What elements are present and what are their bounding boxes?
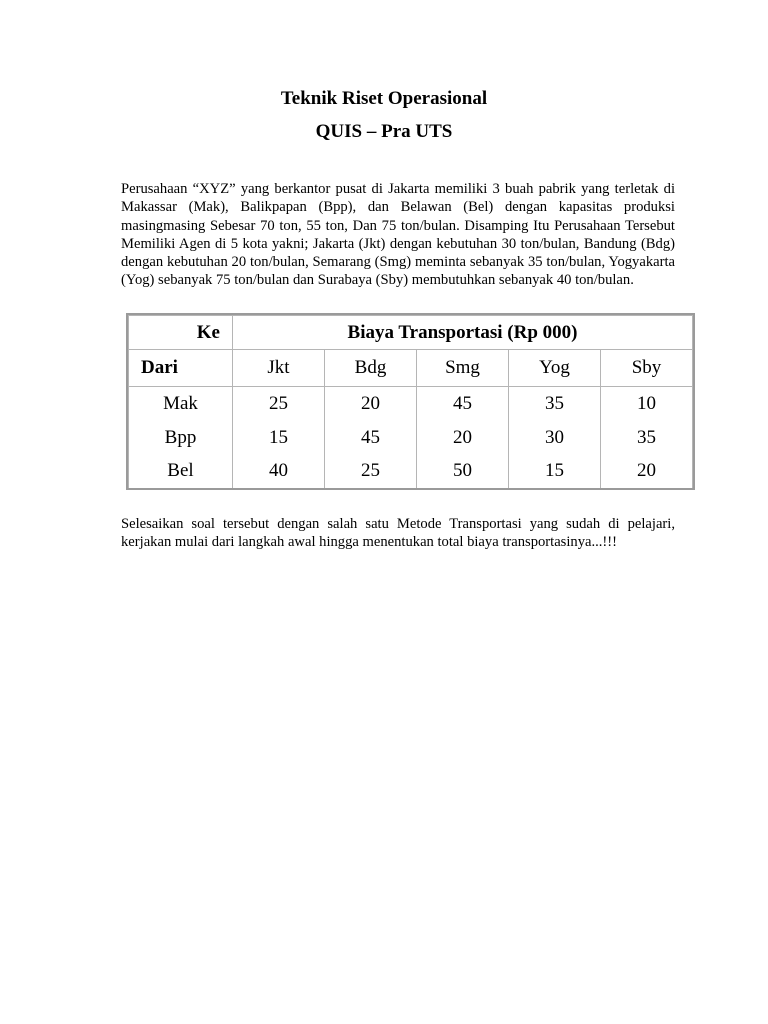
to-label: Ke [129, 316, 233, 350]
column-header: Bdg [325, 350, 417, 387]
instruction-paragraph: Selesaikan soal tersebut dengan salah satu Metode Transportasi yang sudah di pelajari, kerjakan mulai dari langkah awal hingga menentukan total biaya transportasinya...!!! [121, 516, 675, 551]
column-header: Jkt [233, 350, 325, 387]
table-cell: 45 [417, 387, 509, 421]
table-cell: 20 [325, 387, 417, 421]
column-header: Yog [509, 350, 601, 387]
table-cell: 50 [417, 454, 509, 488]
table-cell: 25 [233, 387, 325, 421]
from-label: Dari [129, 350, 233, 387]
row-label: Bpp [129, 421, 233, 455]
row-label: Bel [129, 454, 233, 488]
intro-paragraph: Perusahaan “XYZ” yang berkantor pusat di Jakarta memiliki 3 buah pabrik yang terletak di Makassar (Mak), Balikpapan (Bpp), dan Belawan (Bel) dengan kapasitas produksi masingmasing Sebesar 70 ton, 55 ton, Dan 75 ton/bulan. Disamping Itu Perusahaan Tersebut Memiliki Agen di 5 kota yakni; Jakarta (Jkt) dengan kebutuhan 30 ton/bulan, Bandung (Bdg) dengan kebutuhan 20 ton/bulan, Semarang (Smg) meminta sebanyak 35 ton/bulan, Yogyakarta (Yog) sebanyak 75 ton/bulan dan Surabaya (Sby) membutuhkan sebanyak 40 ton/bulan. [121, 181, 675, 289]
table-cell: 30 [509, 421, 601, 455]
table-cell: 20 [417, 421, 509, 455]
table-cell: 15 [509, 454, 601, 488]
table-row [129, 421, 693, 455]
row-label: Mak [129, 387, 233, 421]
document-subtitle: QUIS – Pra UTS [315, 121, 453, 142]
table-cell: 20 [601, 454, 693, 488]
column-header: Smg [417, 350, 509, 387]
table-cell: 10 [601, 387, 693, 421]
table-row [129, 454, 693, 488]
transport-cost-table [126, 313, 695, 490]
table-row [129, 387, 693, 421]
table-cell: 35 [509, 387, 601, 421]
table-cell: 25 [325, 454, 417, 488]
document-title: Teknik Riset Operasional [280, 88, 488, 109]
column-header: Sby [601, 350, 693, 387]
table-caption: Biaya Transportasi (Rp 000) [233, 316, 693, 350]
table-cell: 40 [233, 454, 325, 488]
table-cell: 35 [601, 421, 693, 455]
table-cell: 45 [325, 421, 417, 455]
table-cell: 15 [233, 421, 325, 455]
